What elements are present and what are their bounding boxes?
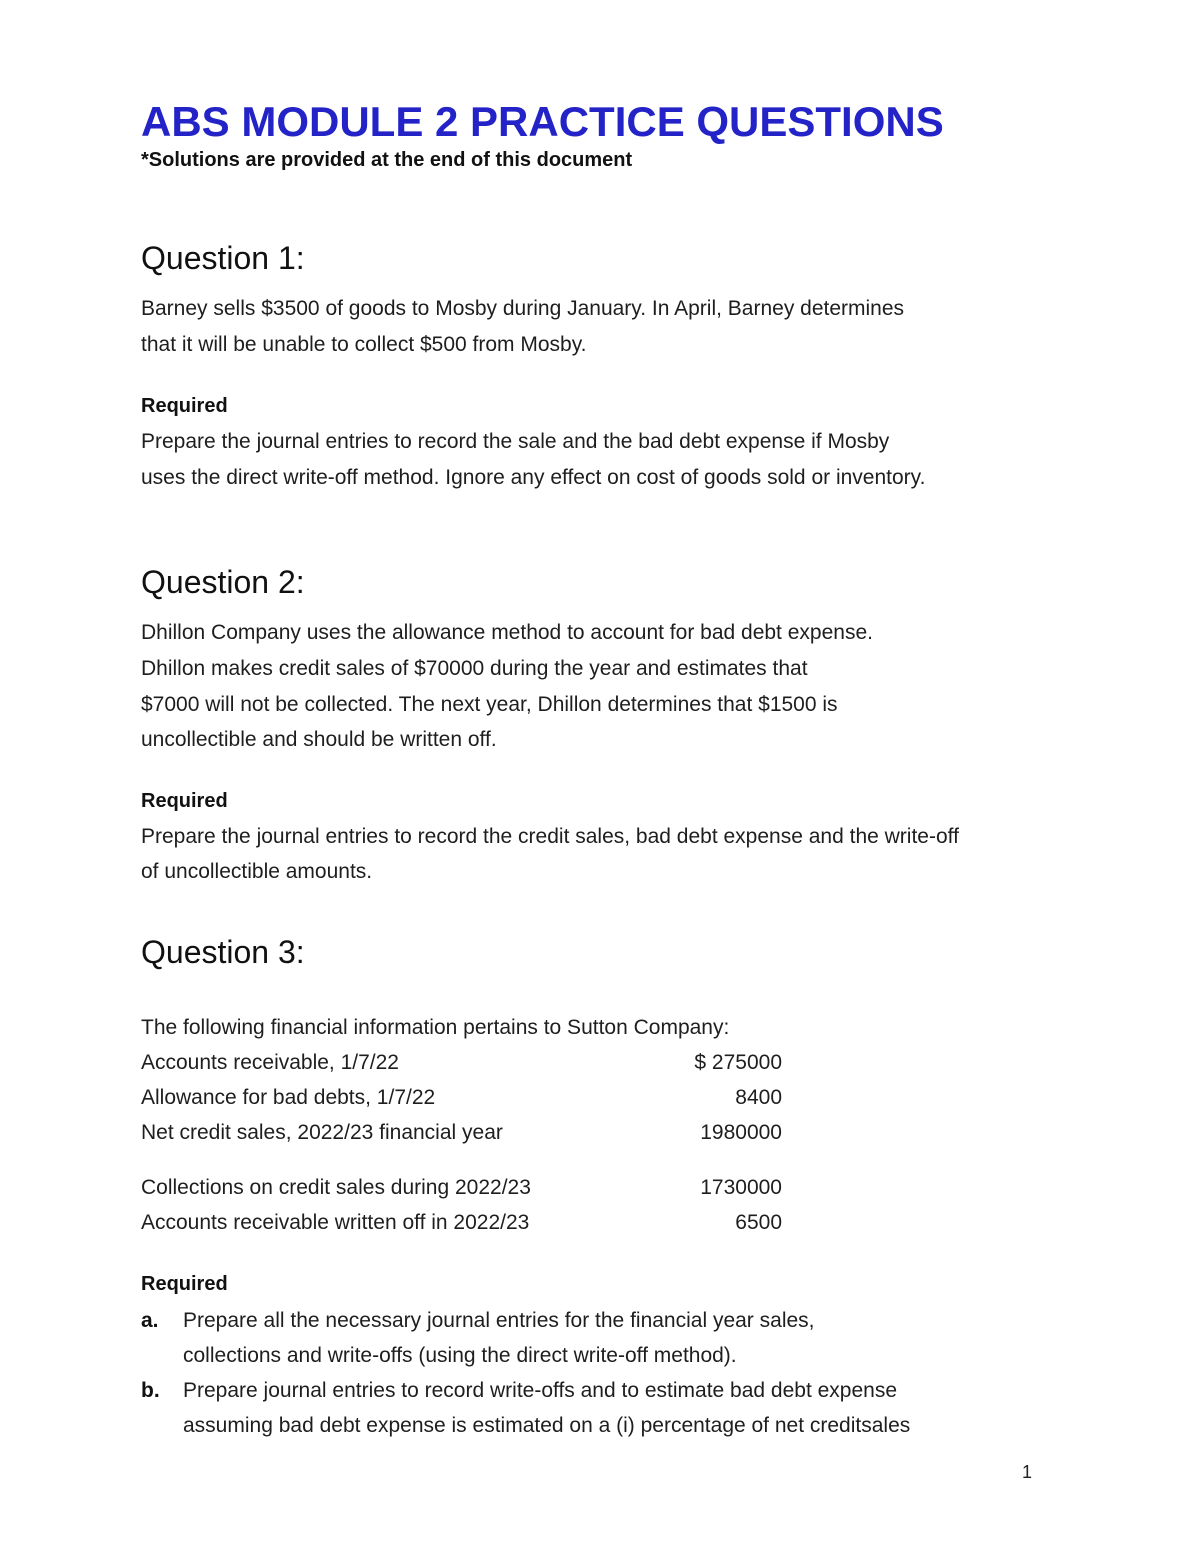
question-1-required-line: Prepare the journal entries to record the sale and the bad debt expense if Mosby <box>141 430 890 453</box>
list-item-line: assuming bad debt expense is estimated on a (i) percentage of net creditsales <box>183 1414 911 1437</box>
list-item-line: collections and write-offs (using the direct write-off method). <box>183 1344 737 1367</box>
question-1-required-label: Required <box>141 395 228 417</box>
financial-table-value: 1730000 <box>700 1176 782 1199</box>
financial-table-value: $ 275000 <box>694 1051 782 1074</box>
question-2-line: $7000 will not be collected. The next year, Dhillon determines that $1500 is <box>141 693 838 716</box>
financial-table-label: Accounts receivable written off in 2022/23 <box>141 1211 530 1234</box>
list-item-marker: b. <box>141 1379 160 1402</box>
financial-table-label: Accounts receivable, 1/7/22 <box>141 1051 399 1074</box>
financial-table-value: 8400 <box>735 1086 782 1109</box>
question-1-line: that it will be unable to collect $500 from Mosby. <box>141 333 587 356</box>
financial-table-value: 6500 <box>735 1211 782 1234</box>
question-2-heading: Question 2: <box>141 564 305 600</box>
document-subtitle: *Solutions are provided at the end of this document <box>141 149 633 171</box>
question-3-heading: Question 3: <box>141 934 305 970</box>
financial-table-label: Net credit sales, 2022/23 financial year <box>141 1121 503 1144</box>
question-2-line: Dhillon Company uses the allowance method to account for bad debt expense. <box>141 621 873 644</box>
financial-table-label: Collections on credit sales during 2022/23 <box>141 1176 531 1199</box>
list-item-marker: a. <box>141 1309 159 1332</box>
question-2-line: Dhillon makes credit sales of $70000 during the year and estimates that <box>141 657 808 680</box>
document-title: ABS MODULE 2 PRACTICE QUESTIONS <box>141 98 944 145</box>
question-3-intro: The following financial information pertains to Sutton Company: <box>141 1016 730 1039</box>
question-1-line: Barney sells $3500 of goods to Mosby during January. In April, Barney determines <box>141 297 905 320</box>
list-item-line: Prepare all the necessary journal entries for the financial year sales, <box>183 1309 815 1332</box>
question-2-line: uncollectible and should be written off. <box>141 728 497 751</box>
question-1-required-line: uses the direct write-off method. Ignore any effect on cost of goods sold or inventory. <box>141 466 926 489</box>
list-item-line: Prepare journal entries to record write-offs and to estimate bad debt expense <box>183 1379 898 1402</box>
question-3-required-label: Required <box>141 1273 228 1295</box>
financial-table-value: 1980000 <box>700 1121 782 1144</box>
question-2-required-line: of uncollectible amounts. <box>141 860 373 883</box>
question-2-required-label: Required <box>141 790 228 812</box>
question-2-required-line: Prepare the journal entries to record the credit sales, bad debt expense and the write-off <box>141 825 959 848</box>
question-1-heading: Question 1: <box>141 240 305 276</box>
page-number: 1 <box>1022 1462 1033 1482</box>
financial-table-label: Allowance for bad debts, 1/7/22 <box>141 1086 436 1109</box>
